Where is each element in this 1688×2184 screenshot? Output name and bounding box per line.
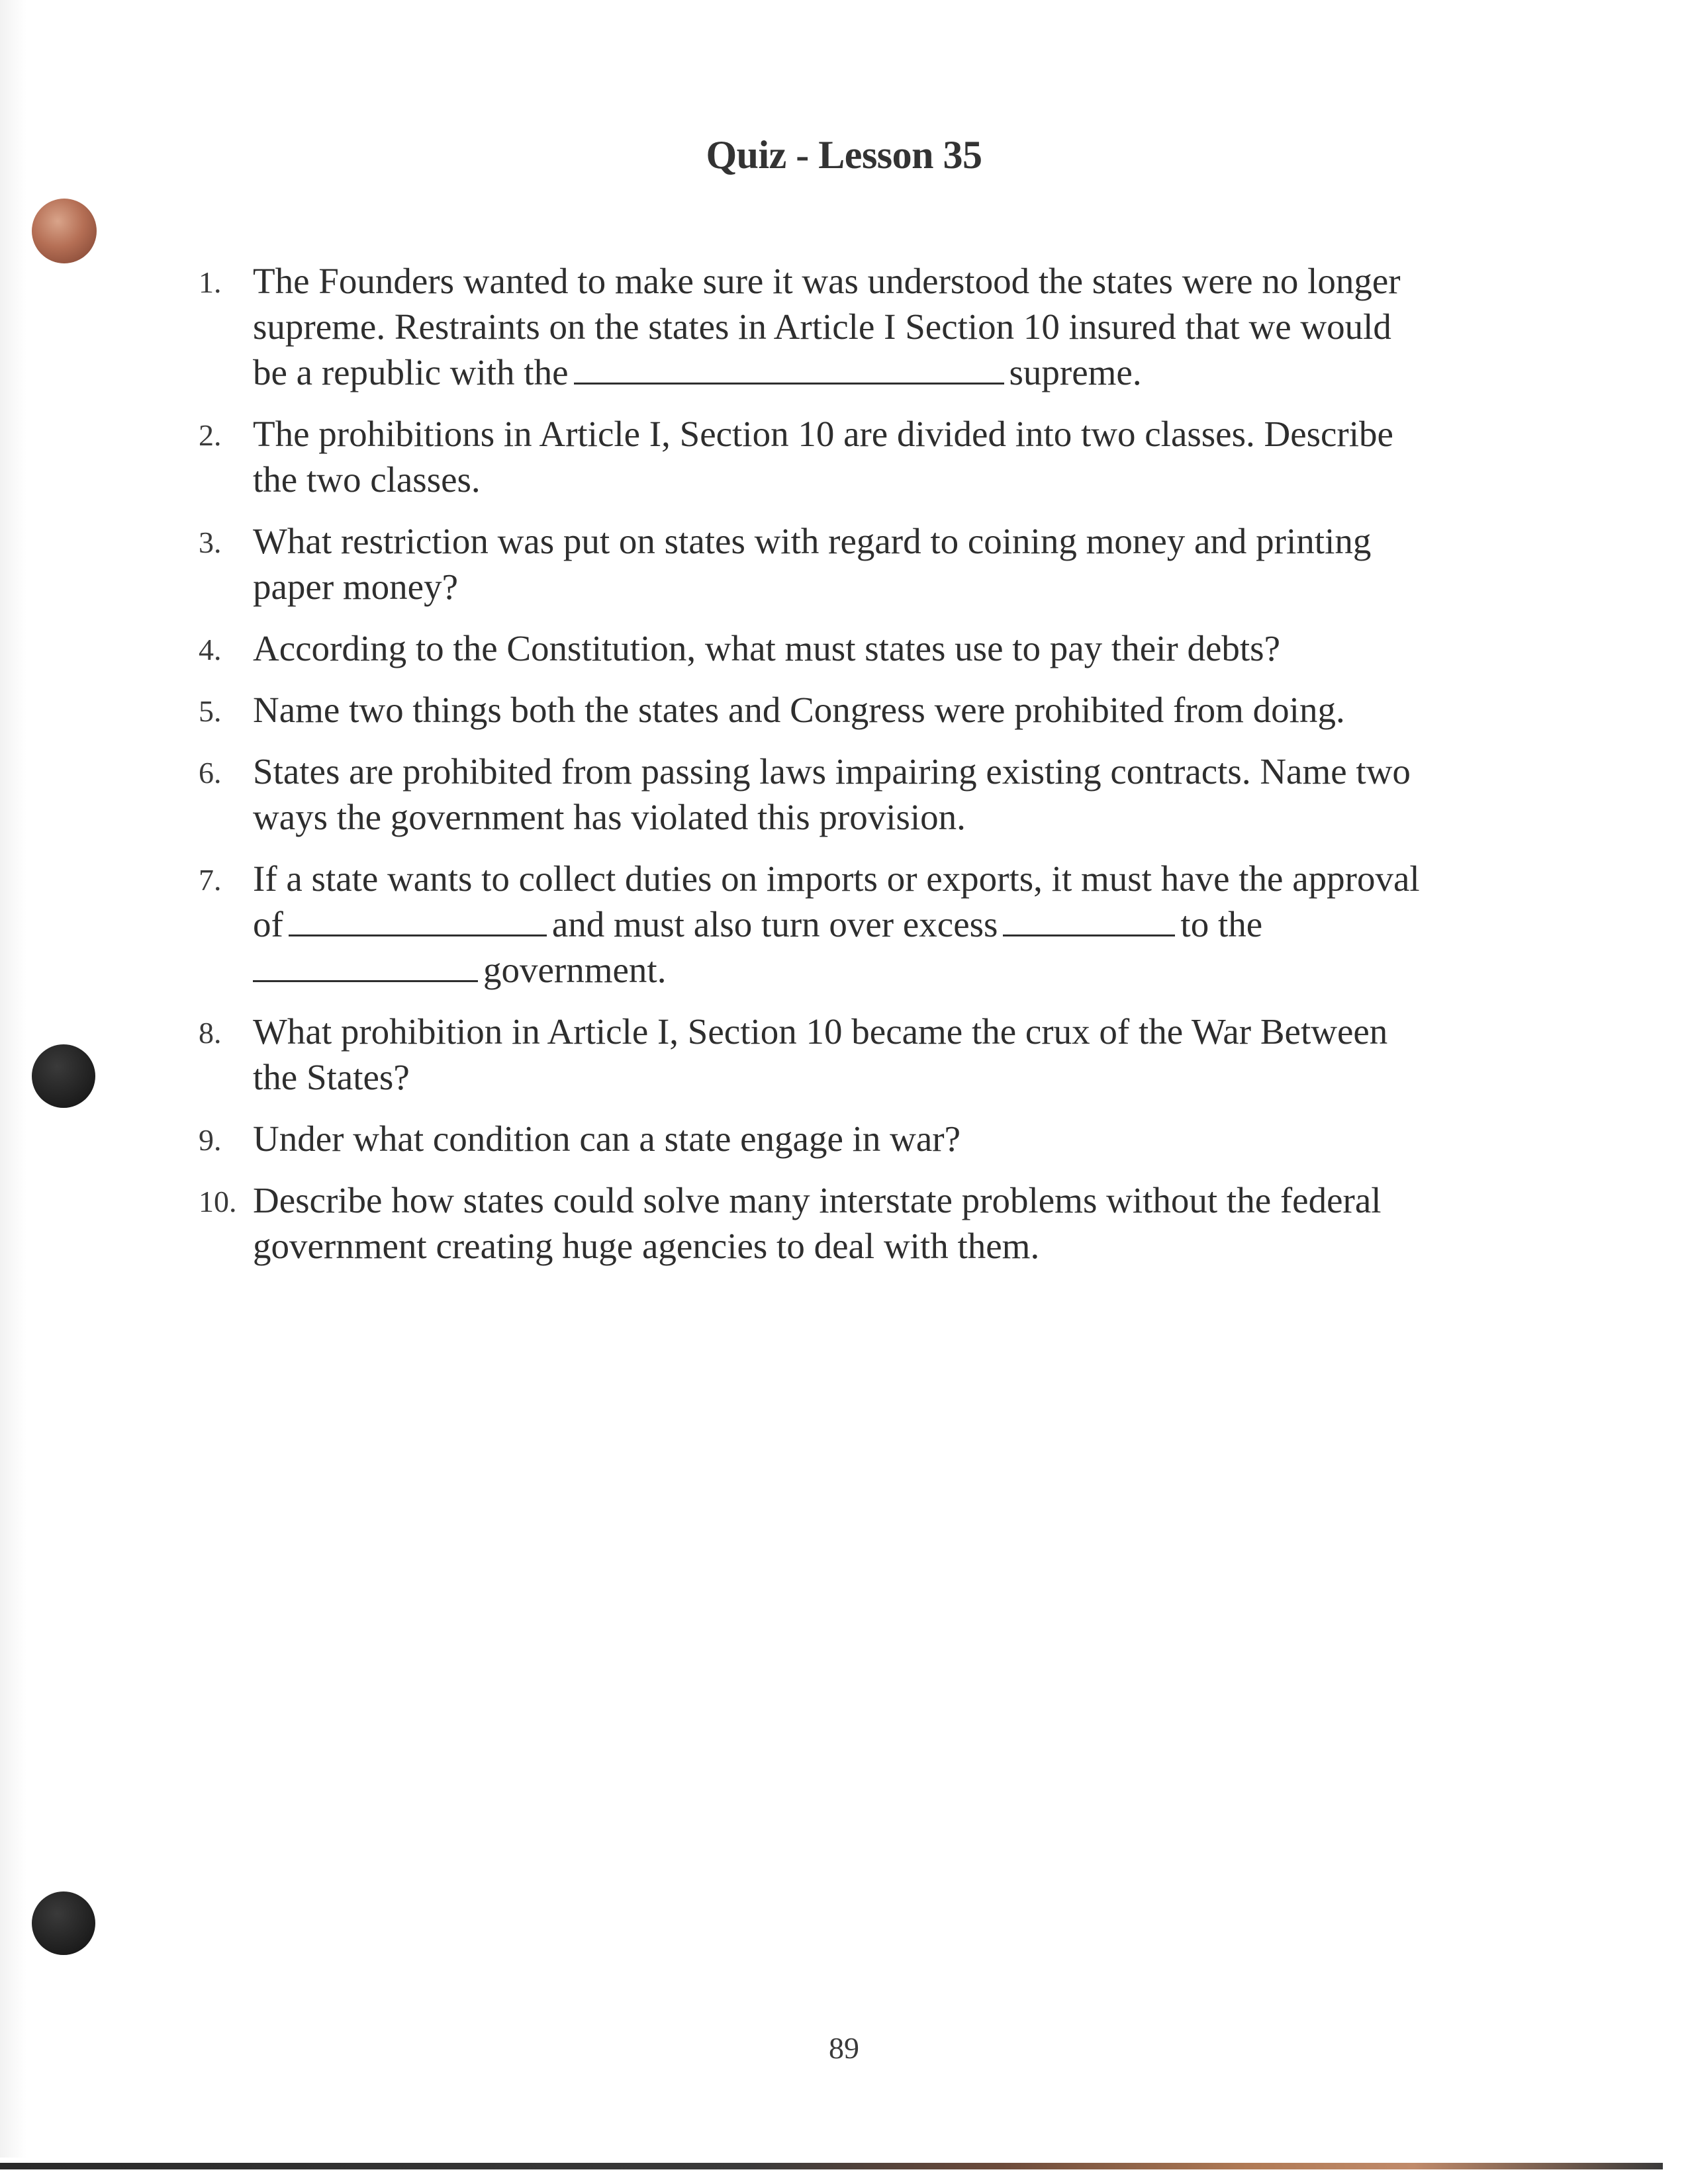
answer-blank[interactable] bbox=[253, 947, 478, 982]
question-number: 9. bbox=[199, 1123, 222, 1157]
question-text: and must also turn over excess bbox=[551, 904, 998, 944]
question-5 bbox=[199, 687, 1483, 733]
question-3 bbox=[199, 518, 1483, 610]
question-9 bbox=[199, 1116, 1483, 1161]
question-1 bbox=[199, 258, 1483, 395]
scan-shadow bbox=[0, 0, 26, 2158]
question-text: paper money? bbox=[253, 567, 458, 607]
question-text: Describe how states could solve many interstate problems without the federal bbox=[253, 1180, 1382, 1220]
question-6 bbox=[199, 749, 1483, 840]
page-edge bbox=[1663, 0, 1688, 2184]
answer-blank[interactable] bbox=[289, 901, 547, 936]
question-text: States are prohibited from passing laws impairing existing contracts. Name two bbox=[253, 751, 1411, 792]
scan-bottom-edge bbox=[0, 2163, 1663, 2169]
question-2 bbox=[199, 411, 1483, 502]
question-text: The Founders wanted to make sure it was understood the states were no longer bbox=[253, 261, 1401, 301]
question-number: 6. bbox=[199, 756, 222, 790]
question-text: Name two things both the states and Congress were prohibited from doing. bbox=[253, 690, 1345, 730]
question-text: What restriction was put on states with regard to coining money and printing bbox=[253, 521, 1372, 561]
question-text: supreme. bbox=[1009, 352, 1142, 392]
question-text: government creating huge agencies to deal with them. bbox=[253, 1226, 1040, 1266]
question-text-with-blank bbox=[253, 901, 1483, 947]
question-number: 4. bbox=[199, 633, 222, 666]
question-text: the States? bbox=[253, 1057, 410, 1097]
binder-hole-top bbox=[32, 199, 97, 263]
question-number: 1. bbox=[199, 265, 222, 299]
question-text: ways the government has violated this provision. bbox=[253, 797, 966, 837]
question-text: What prohibition in Article I, Section 10 became the crux of the War Between bbox=[253, 1011, 1388, 1052]
question-number: 3. bbox=[199, 525, 222, 559]
question-text: government. bbox=[483, 950, 667, 990]
binder-hole-middle bbox=[32, 1044, 95, 1108]
question-text: The prohibitions in Article I, Section 10 are divided into two classes. Describe bbox=[253, 414, 1393, 454]
question-text: According to the Constitution, what must states use to pay their debts? bbox=[253, 628, 1280, 668]
question-text: the two classes. bbox=[253, 459, 481, 500]
page-number: 89 bbox=[829, 2031, 859, 2065]
question-list bbox=[199, 258, 1483, 1285]
question-4 bbox=[199, 625, 1483, 671]
question-8 bbox=[199, 1009, 1483, 1100]
question-number: 7. bbox=[199, 863, 222, 897]
question-text: supreme. Restraints on the states in Article I Section 10 insured that we would bbox=[253, 306, 1391, 347]
answer-blank[interactable] bbox=[1003, 901, 1175, 936]
question-number: 5. bbox=[199, 694, 222, 728]
question-text: to the bbox=[1180, 904, 1263, 944]
question-text: Under what condition can a state engage in war? bbox=[253, 1118, 961, 1159]
answer-blank[interactable] bbox=[574, 349, 1004, 385]
page-title: Quiz - Lesson 35 bbox=[706, 133, 982, 177]
question-text: be a republic with the bbox=[253, 352, 569, 392]
question-text: If a state wants to collect duties on imports or exports, it must have the approval bbox=[253, 858, 1420, 899]
question-10 bbox=[199, 1177, 1483, 1269]
question-7 bbox=[199, 856, 1483, 993]
question-number: 2. bbox=[199, 418, 222, 452]
binder-hole-bottom bbox=[32, 1891, 95, 1955]
question-text-with-blank bbox=[253, 947, 1483, 993]
question-text: of bbox=[253, 904, 283, 944]
question-text-with-blank bbox=[253, 349, 1483, 395]
question-number: 8. bbox=[199, 1016, 222, 1050]
question-number: 10. bbox=[199, 1185, 237, 1218]
